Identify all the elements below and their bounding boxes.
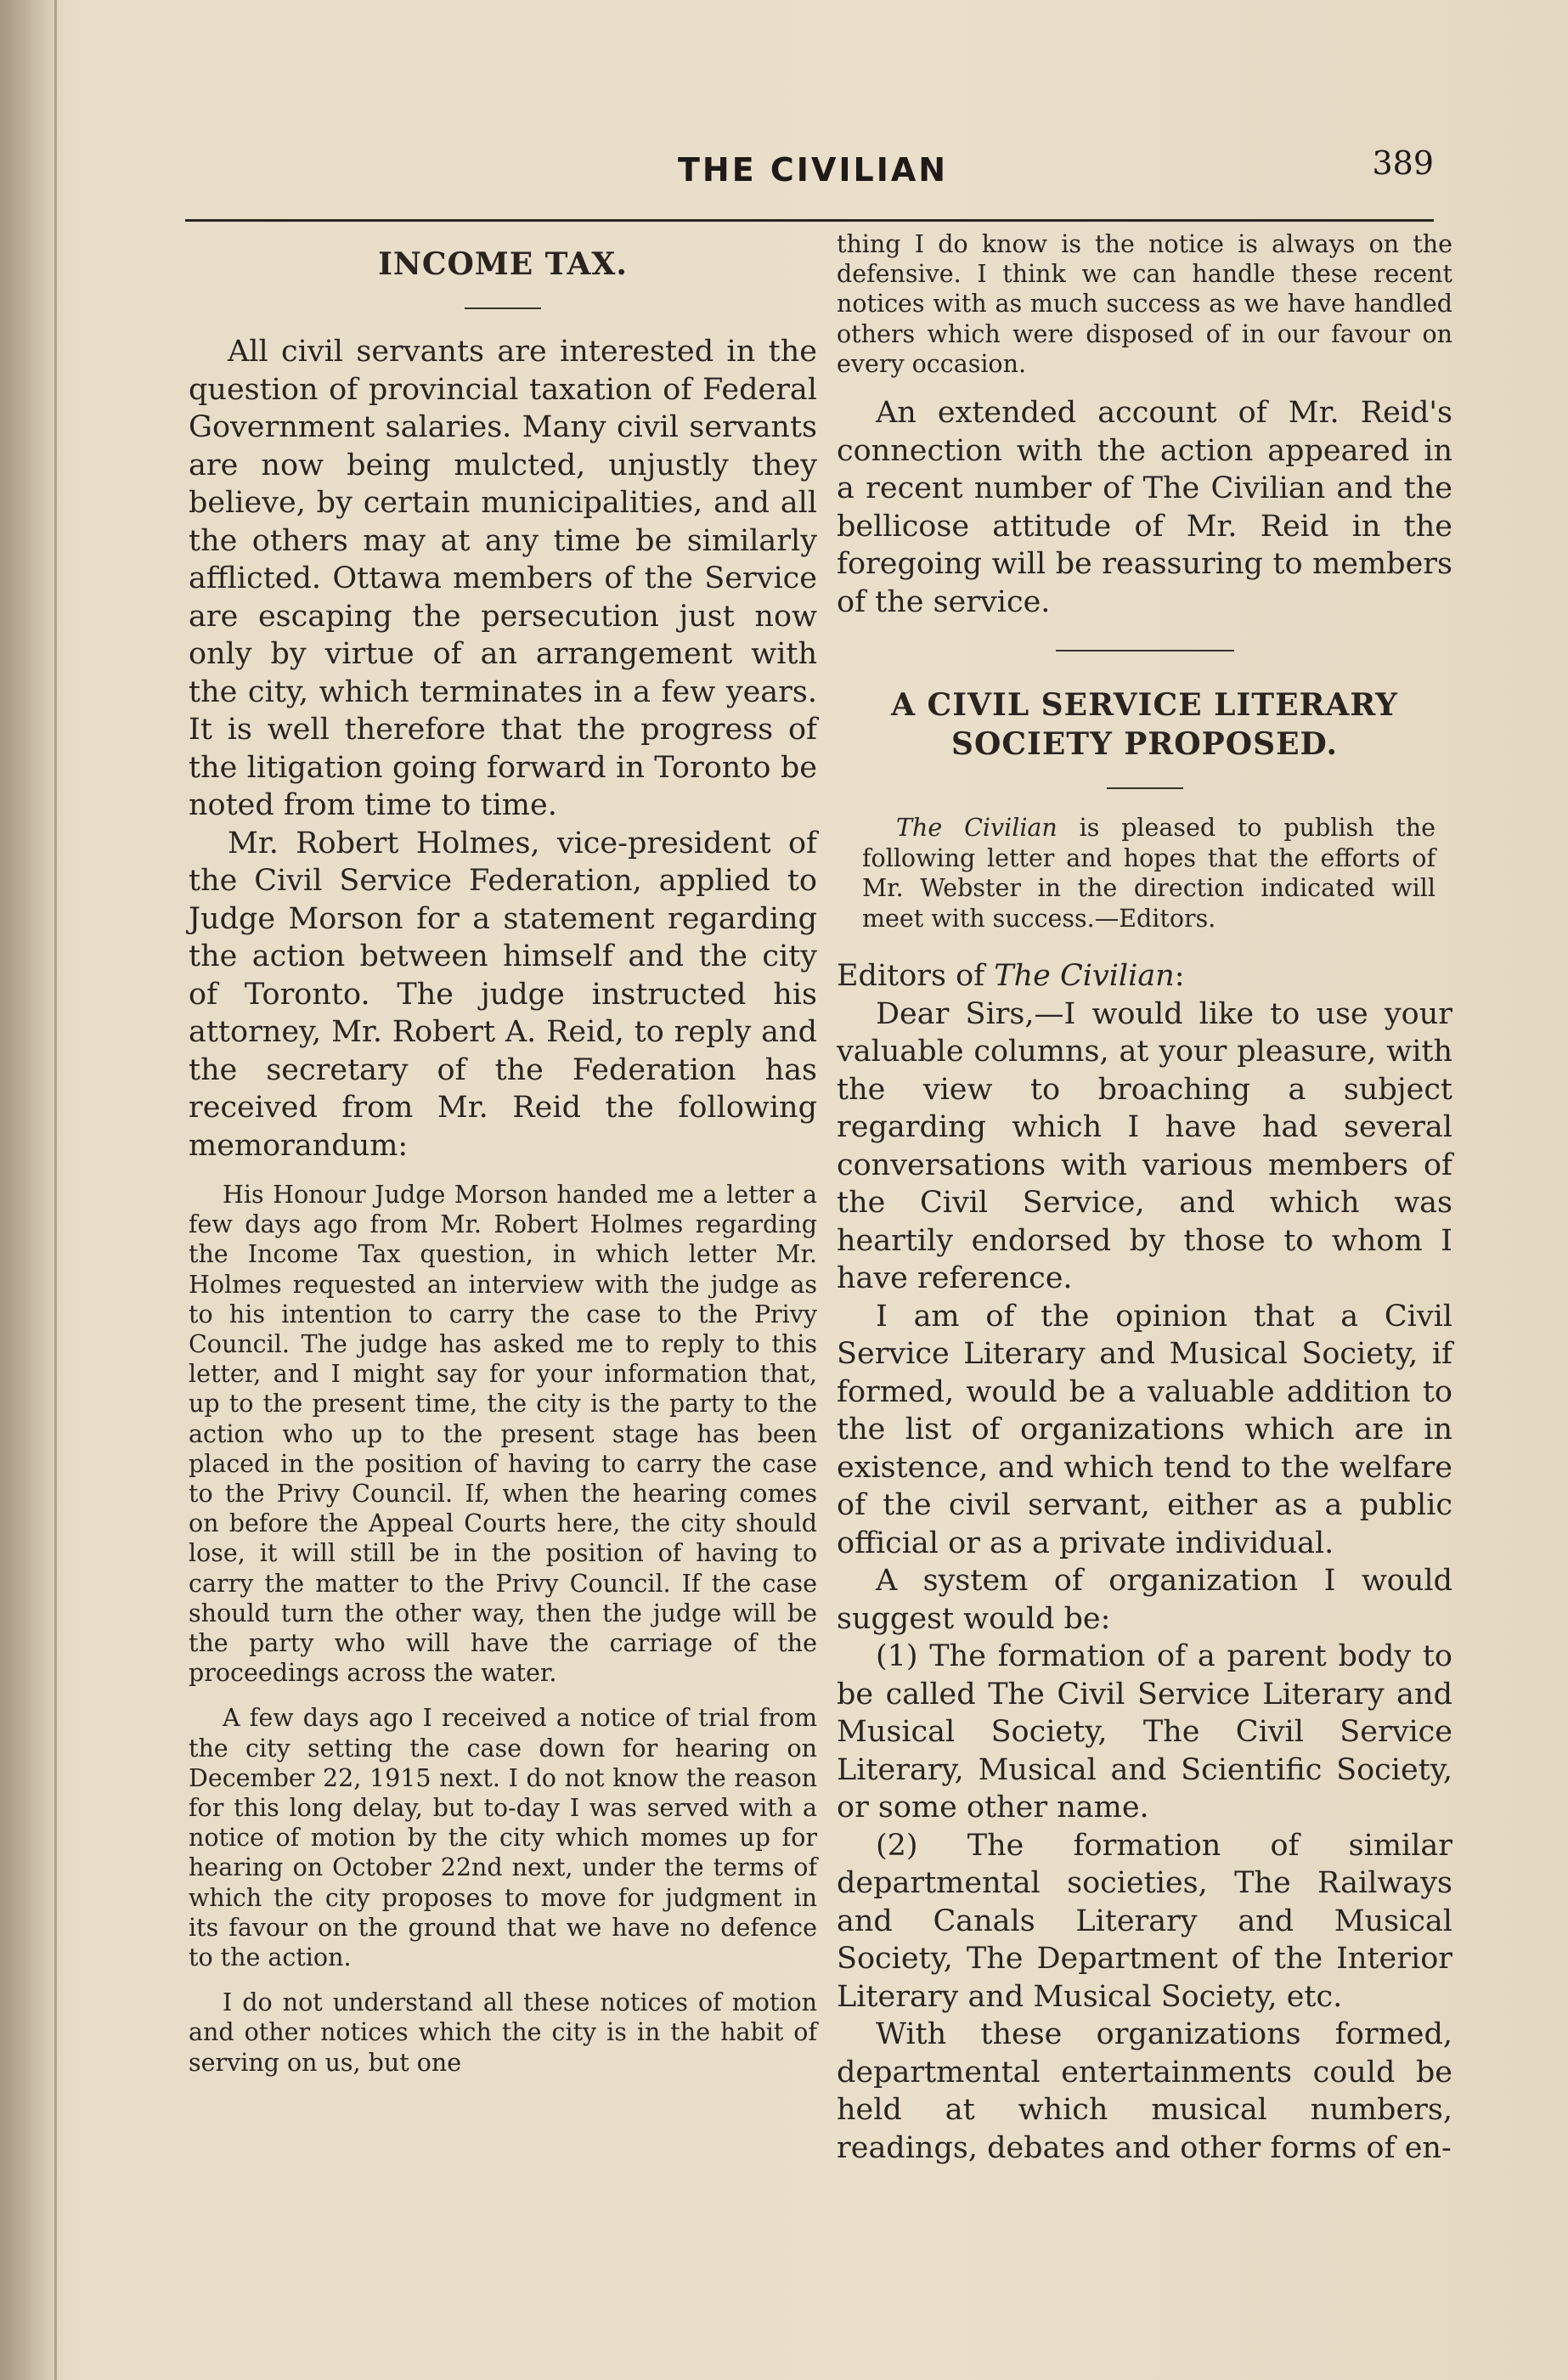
article-divider <box>1056 650 1234 651</box>
heading-divider <box>1107 787 1183 789</box>
journal-title: THE CIVILIAN <box>678 151 949 189</box>
article-heading-income-tax: INCOME TAX. <box>378 246 628 282</box>
letter-paragraph: (2) The formation of similar departmental societies, The Railways and Canals Literary and Musical Society, The Department of the Interior Literary and Musical Society, etc. <box>837 1828 1452 2014</box>
heading-line: A CIVIL SERVICE LITERARY <box>891 687 1398 724</box>
heading-divider <box>465 307 541 309</box>
letter-paragraph: I am of the opinion that a Civil Service Literary and Musical Society, if formed, would be a valuable addition to the list of organizations which are in existence, and which tend to the welfare of the civil servant, either as a public official or as a private individual. <box>837 1299 1452 1560</box>
memo-continued: thing I do know is the notice is always on the defensive. I think we can handle these recent notices with as much success as we have handled others which were disposed of in our favour on every occasion. <box>837 230 1452 378</box>
letter-paragraph: With these organizations formed, departmental entertainments could be held at which musical numbers, readings, debates and other forms of en- <box>837 2017 1452 2165</box>
editors-note <box>862 813 1435 933</box>
publication-name: The Civilian <box>994 959 1175 994</box>
right-column <box>837 229 1452 2167</box>
article-paragraph: Mr. Robert Holmes, vice-president of the Civil Service Federation, applied to Judge Morson for a statement regarding the action between himself and the city of Toronto. The judge instructed his attorney, Mr. Robert A. Reid, to reply and the secretary of the Federation has received from Mr. Reid the following memorandum: <box>189 826 817 1163</box>
running-header <box>185 144 1434 195</box>
heading-line: SOCIETY PROPOSED. <box>951 726 1338 763</box>
salutation-colon: : <box>1174 959 1185 994</box>
memo-paragraph: A few days ago I received a notice of trial from the city setting the case down for hearing on December 22, 1915 next. I do not know the reason for this long delay, but to-day I was served with a notice of motion by the city which momes up for hearing on October 22nd next, under the terms of which the city proposes to move for judgment in its favour on the ground that we have no defence to the action. <box>189 1704 817 1972</box>
editors-note-text: is pleased to publish the following letter and hopes that the efforts of Mr. Webster in the direction indicated will meet with success.—Editors. <box>862 814 1435 933</box>
article-paragraph: All civil servants are interested in the question of provincial taxation of Federal Government salaries. Many civil servants are now being mulcted, unjustly they believe, by certain municipalities, and all the others may at any time be similarly afflicted. Ottawa members of the Service are escaping the persecution just now only by virtue of an arrangement with the city, which terminates in a few years. It is well therefore that the progress of the litigation going forward in Toronto be noted from time to time. <box>189 335 817 822</box>
publication-name: The Civilian <box>896 814 1058 843</box>
article-paragraph: An extended account of Mr. Reid's connection with the action appeared in a recent number of The Civilian and the bellicose attitude of Mr. Reid in the foregoing will be reassuring to members of the service. <box>837 396 1452 619</box>
letter-paragraph: (1) The formation of a parent body to be called The Civil Service Literary and Musical Society, The Civil Service Literary, Musical and Scientific Society, or some other name. <box>837 1639 1452 1825</box>
memo-paragraph: I do not understand all these notices of motion and other notices which the city is in the habit of serving on us, but one <box>189 1988 817 2077</box>
letter-paragraph: Dear Sirs,—I would like to use your valuable columns, at your pleasure, with the view to broaching a subject regarding which I have had several conversations with various members of the Civil Service, and which was heartily endorsed by those to whom I have reference. <box>837 996 1452 1296</box>
binding-edge <box>54 0 57 2380</box>
left-column <box>189 229 817 2078</box>
memo-paragraph: His Honour Judge Morson handed me a letter a few days ago from Mr. Robert Holmes regarding the Income Tax question, in which letter Mr. Holmes requested an interview with the judge as to his intention to carry the case to the Privy Council. The judge has asked me to reply to this letter, and I might say for your information that, up to the present time, the city is the party to the action who up to the present stage has been placed in the position of having to carry the case to the Privy Council. If, when the hearing comes on before the Appeal Courts here, the city should lose, it will still be in the position of having to carry the matter to the Privy Council. If the case should turn the other way, then the judge will be the party who will have the carriage of the proceedings across the water. <box>189 1181 817 1688</box>
letter-paragraph: A system of organization I would suggest would be: <box>837 1564 1452 1636</box>
salutation-text: Editors of <box>837 959 995 994</box>
article-heading-literary-society <box>837 685 1452 764</box>
binding-shadow <box>0 0 59 2380</box>
letter-salutation <box>837 957 1452 995</box>
page-number: 389 <box>1372 144 1434 182</box>
header-rule <box>185 219 1434 222</box>
